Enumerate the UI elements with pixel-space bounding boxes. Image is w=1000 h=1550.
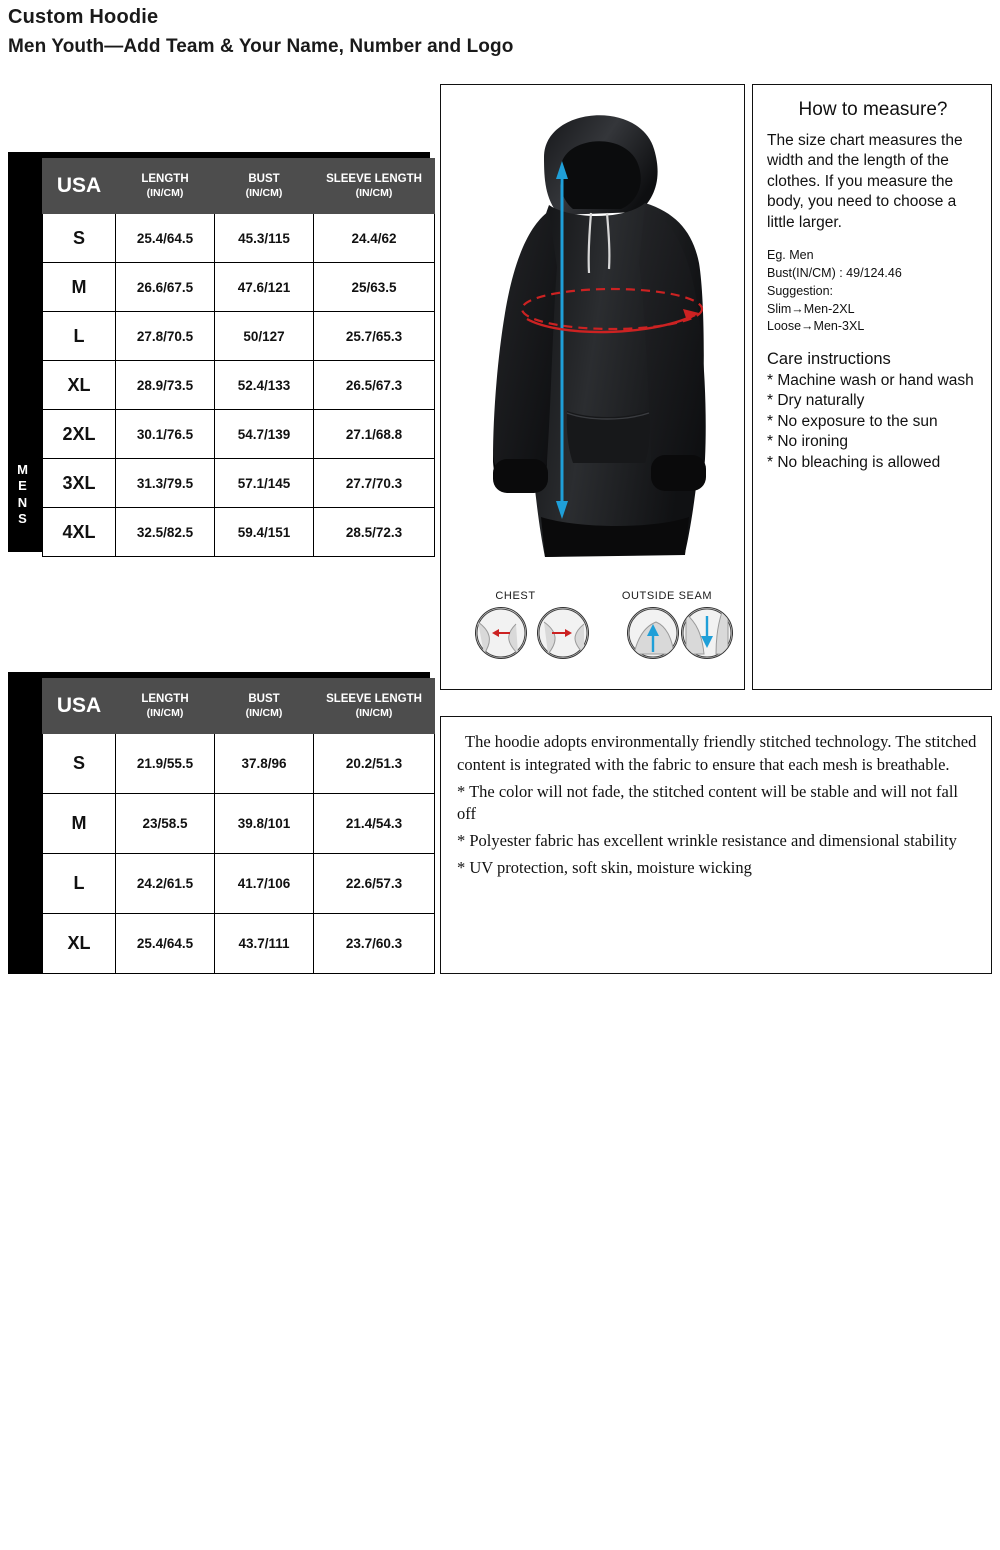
table-row [43,214,435,263]
table-row [43,410,435,459]
cell-length: 30.1/76.5 [116,410,215,459]
cell-bust: 57.1/145 [215,459,314,508]
column-header-sleeve [314,679,435,734]
cell-length: 28.9/73.5 [116,361,215,410]
care-instructions-heading: Care instructions [767,350,891,369]
cell-size: M [43,263,116,312]
cell-sleeve: 25/63.5 [314,263,435,312]
product-image-panel [440,84,745,690]
cell-size: 4XL [43,508,116,557]
care-instructions-list [767,371,979,473]
column-header-length [116,159,215,214]
cell-length: 27.8/70.5 [116,312,215,361]
table-row [43,508,435,557]
page-subtitle: Men Youth—Add Team & Your Name, Number and Logo [8,36,514,57]
column-header-usa: USA [43,679,116,734]
outside-seam-label: OUTSIDE SEAM [621,590,713,602]
page-title: Custom Hoodie [8,6,159,28]
cell-sleeve: 23.7/60.3 [314,914,435,974]
table-row [43,361,435,410]
cell-size: L [43,312,116,361]
cell-bust: 41.7/106 [215,854,314,914]
cell-sleeve: 20.2/51.3 [314,734,435,794]
description-line: * The color will not fade, the stitched content will be stable and will not fall off [457,781,958,824]
cell-length: 25.4/64.5 [116,214,215,263]
cell-size: S [43,734,116,794]
example-bust: Bust(IN/CM) : 49/124.46 [767,266,902,281]
cell-sleeve: 21.4/54.3 [314,794,435,854]
mens-size-chart [8,152,430,552]
cell-length: 31.3/79.5 [116,459,215,508]
column-header-sleeve-unit: (IN/CM) [355,186,393,199]
youths-group-label: Y O U T H S [17,1452,29,1549]
table-row [43,312,435,361]
how-to-measure-heading: How to measure? [798,99,948,120]
cell-size: XL [43,914,116,974]
cell-size: 3XL [43,459,116,508]
description-line: The hoodie adopts environmentally friendly stitched technology. The stitched content is integrated with the fabric to ensure that each mesh is breathable. [457,732,977,774]
example-suggestion: Suggestion: [767,283,834,298]
column-header-length-text: LENGTH [141,173,189,186]
mens-size-table [42,158,435,557]
mens-group-label: M E N S [17,462,29,526]
cell-bust: 39.8/101 [215,794,314,854]
cell-bust: 59.4/151 [215,508,314,557]
column-header-sleeve-text: SLEEVE LENGTH [326,173,422,186]
column-header-bust-unit: (IN/CM) [245,706,283,719]
cell-sleeve: 28.5/72.3 [314,508,435,557]
cell-length: 24.2/61.5 [116,854,215,914]
chest-right-arrow-icon [537,607,589,659]
example-title: Eg. Men [767,248,814,263]
table-row [43,914,435,974]
cell-size: L [43,854,116,914]
measurement-labels [441,590,744,602]
cell-sleeve: 24.4/62 [314,214,435,263]
cell-bust: 37.8/96 [215,734,314,794]
care-item: * Dry naturally [767,392,865,410]
hoodie-illustration [449,87,739,557]
column-header-bust [215,159,314,214]
description-line: * Polyester fabric has excellent wrinkle resistance and dimensional stability [457,831,957,851]
column-header-length-unit: (IN/CM) [146,706,184,719]
column-header-length [116,679,215,734]
column-header-length-unit: (IN/CM) [146,186,184,199]
column-header-bust-text: BUST [248,693,280,706]
care-item: * Machine wash or hand wash [767,372,974,390]
column-header-sleeve-unit: (IN/CM) [355,706,393,719]
cell-sleeve: 22.6/57.3 [314,854,435,914]
description-line: * UV protection, soft skin, moisture wicking [457,857,752,877]
cell-bust: 50/127 [215,312,314,361]
cell-size: 2XL [43,410,116,459]
table-row [43,734,435,794]
cell-length: 21.9/55.5 [116,734,215,794]
table-row [43,459,435,508]
cell-length: 25.4/64.5 [116,914,215,974]
chest-label: CHEST [495,590,536,602]
seam-down-arrow-icon [681,607,733,659]
cell-sleeve: 26.5/67.3 [314,361,435,410]
care-item: * No exposure to the sun [767,412,938,430]
cell-sleeve: 27.7/70.3 [314,459,435,508]
column-header-length-text: LENGTH [141,693,189,706]
cell-length: 32.5/82.5 [116,508,215,557]
cell-length: 26.6/67.5 [116,263,215,312]
how-to-measure-panel [752,84,992,690]
cell-bust: 43.7/111 [215,914,314,974]
cell-size: S [43,214,116,263]
cell-bust: 52.4/133 [215,361,314,410]
care-item: * No bleaching is allowed [767,453,941,471]
example-loose: Loose→Men-3XL [767,319,865,334]
seam-up-arrow-icon [627,607,679,659]
chest-left-arrow-icon [475,607,527,659]
cell-sleeve: 25.7/65.3 [314,312,435,361]
column-header-usa: USA [43,159,116,214]
care-item: * No ironing [767,433,848,451]
measurement-icons [441,607,744,677]
column-header-sleeve-text: SLEEVE LENGTH [326,693,422,706]
example-block [767,247,979,336]
table-row [43,794,435,854]
table-row [43,263,435,312]
how-to-measure-text: The size chart measures the width and the length of the clothes. If you measure the body, you need to choose a little larger. [767,132,963,231]
product-description-panel [440,716,992,974]
column-header-bust [215,679,314,734]
cell-bust: 54.7/139 [215,410,314,459]
page-header [8,4,988,61]
cell-size: M [43,794,116,854]
table-row [43,854,435,914]
cell-bust: 47.6/121 [215,263,314,312]
column-header-sleeve [314,159,435,214]
cell-size: XL [43,361,116,410]
example-slim: Slim→Men-2XL [767,301,855,316]
table-header-row [43,159,435,214]
youths-size-chart [8,672,430,1549]
column-header-bust-text: BUST [248,173,280,186]
cell-sleeve: 27.1/68.8 [314,410,435,459]
cell-length: 23/58.5 [116,794,215,854]
cell-bust: 45.3/115 [215,214,314,263]
table-header-row [43,679,435,734]
youths-size-table [42,678,435,974]
column-header-bust-unit: (IN/CM) [245,186,283,199]
